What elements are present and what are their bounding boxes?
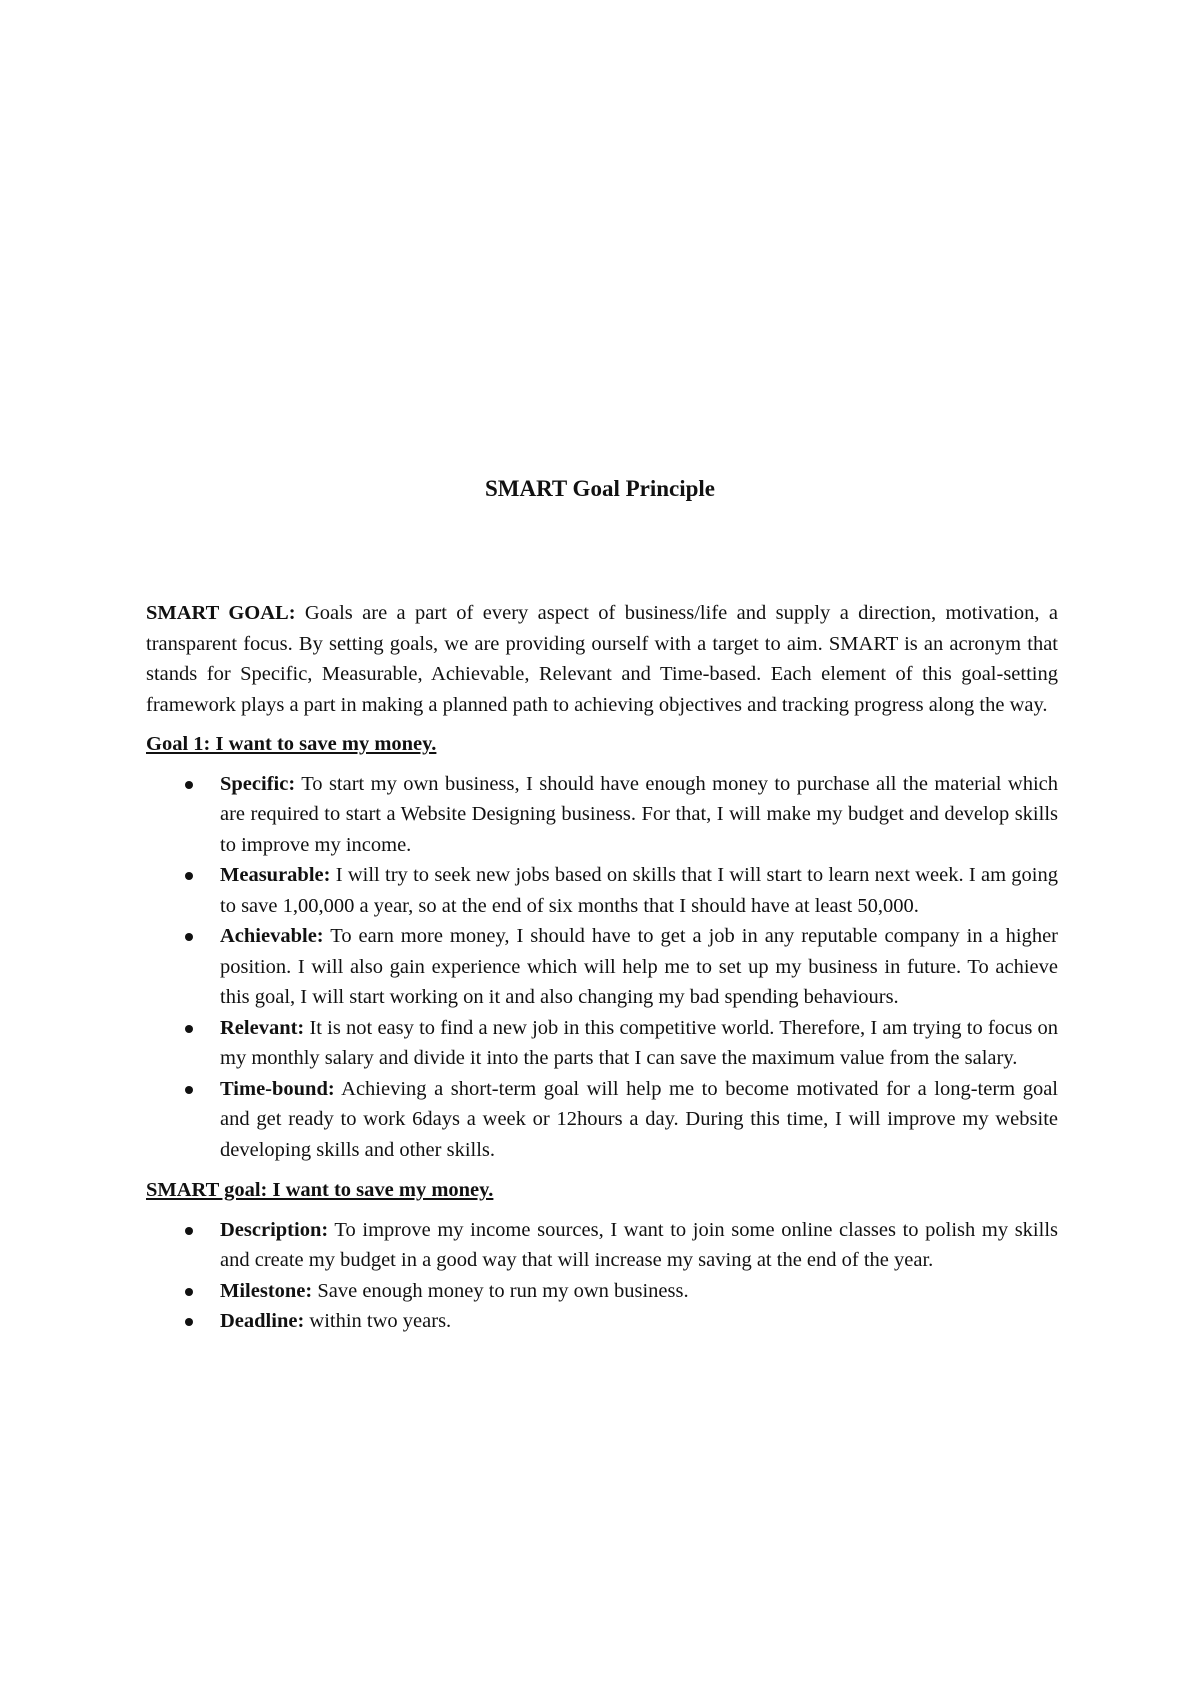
item-label: Relevant: [220, 1016, 305, 1039]
list-item-milestone [146, 1276, 1058, 1307]
item-text: I will try to seek new jobs based on skills that I will start to learn next week. I am going to save 1,00,000 a year, so at the end of six months that I should have at least 50,000. [220, 864, 1058, 917]
item-label: Measurable: [220, 864, 331, 886]
list-item-achievable [146, 921, 1058, 1013]
intro-paragraph [146, 598, 1058, 720]
bullet-icon [185, 872, 193, 880]
intro-label: SMART GOAL: [146, 602, 296, 624]
item-text: Save enough money to run my own business. [312, 1279, 689, 1302]
item-text: It is not easy to find a new job in this competitive world. Therefore, I am trying to focus on my monthly salary and divide it into the parts that I can save the maximum value from the salary. [220, 1016, 1058, 1069]
intro-text: Goals are a part of every aspect of business/life and supply a direction, motivation, a transparent focus. By setting goals, we are providing ourself with a target to aim. SMART is an acronym that stands for Specific, Measurable, Achievable, Relevant and Time-based. Each element of this goal-setting framework plays a part in making a planned path to achieving objectives and tracking progress along the way. [146, 602, 1058, 716]
bullet-icon [185, 933, 193, 941]
bullet-icon [185, 1025, 193, 1033]
list-item-deadline [146, 1306, 1058, 1337]
bullet-icon [185, 1086, 193, 1094]
item-text: To improve my income sources, I want to join some online classes to polish my skills and create my budget in a good way that will increase my saving at the end of the year. [220, 1218, 1058, 1271]
bullet-icon [185, 781, 193, 789]
list-item-description [146, 1215, 1058, 1276]
item-label: Description: [220, 1218, 329, 1241]
list-item-specific [146, 769, 1058, 861]
item-text: To start my own business, I should have enough money to purchase all the material which are required to start a Website Designing business. For that, I will make my budget and develop skills to improve my income. [220, 772, 1058, 856]
item-label: Time-bound: [220, 1077, 335, 1100]
list-item-relevant [146, 1013, 1058, 1074]
item-label: Specific: [220, 772, 296, 795]
page-title: SMART Goal Principle [484, 476, 716, 501]
goal1-heading: Goal 1: I want to save my money. [146, 733, 437, 755]
document-body [146, 598, 1058, 1347]
smart-goal-heading: SMART goal: I want to save my money. [146, 1179, 494, 1201]
bullet-icon [185, 1227, 193, 1235]
bullet-icon [185, 1318, 193, 1326]
item-label: Milestone: [220, 1279, 313, 1302]
item-text: within two years. [304, 1310, 452, 1332]
bullet-icon [185, 1288, 193, 1296]
smart-goal-list [146, 1215, 1058, 1337]
item-text: To earn more money, I should have to get a job in any reputable company in a higher position. I will also gain experience which will help me to set up my business in future. To achieve this goal, I will start working on it and also changing my bad spending behaviours. [220, 925, 1058, 1008]
goal1-list [146, 769, 1058, 1166]
list-item-measurable [146, 860, 1058, 921]
list-item-time-bound [146, 1074, 1058, 1166]
item-label: Achievable: [220, 925, 324, 947]
item-text: Achieving a short-term goal will help me to become motivated for a long-term goal and get ready to work 6days a week or 12hours a day. During this time, I will improve my website developing skills and other skills. [220, 1077, 1058, 1161]
item-label: Deadline: [220, 1310, 305, 1332]
